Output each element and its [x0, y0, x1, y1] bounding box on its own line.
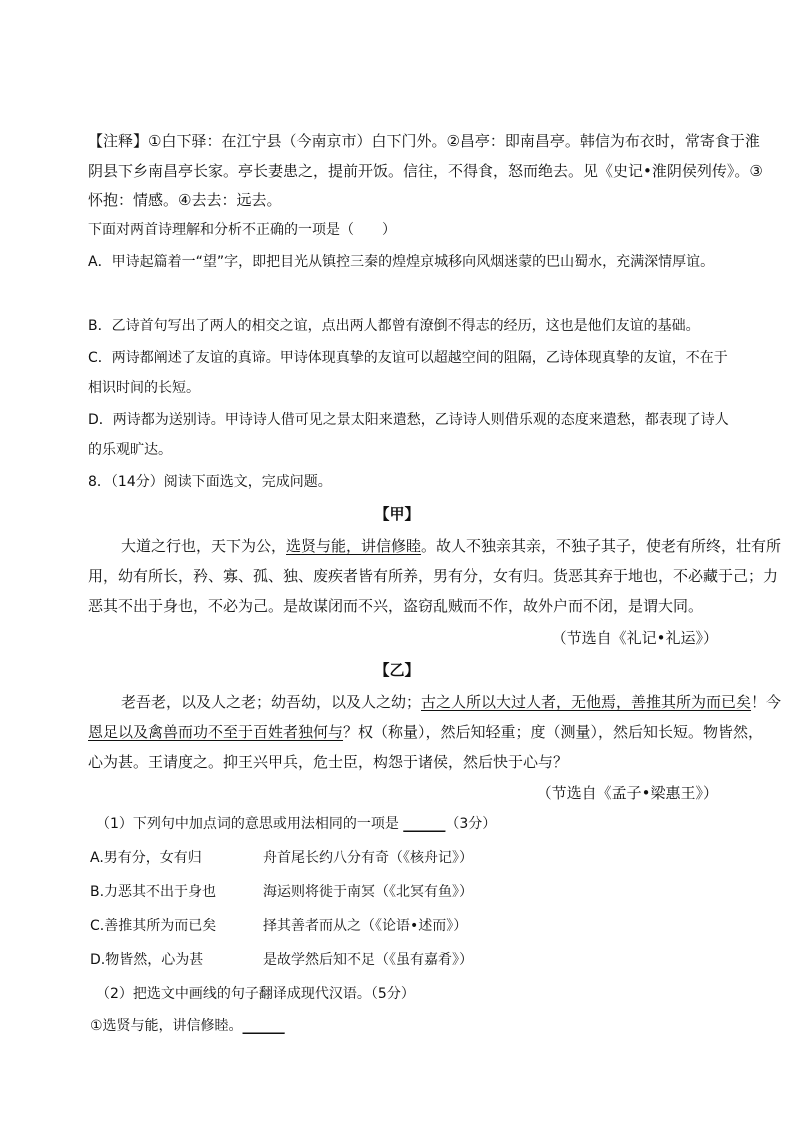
- option-d-left: D.物皆然，心为甚: [90, 952, 204, 968]
- q8-stem: 8．（14分）阅读下面选文，完成问题。: [88, 474, 332, 490]
- sub2-item-1-text: ①选贤与能，讲信修睦。: [90, 1018, 243, 1034]
- jia-underlined-sentence: 选贤与能，讲信修睦: [286, 537, 422, 555]
- option-a-left: A.男有分，女有归: [90, 850, 202, 866]
- q7-option-c-line1: C．两诗都阐述了友谊的真谛。甲诗体现真挚的友谊可以超越空间的阻隔，乙诗体现真挚的友谊，不在于: [88, 350, 728, 366]
- jia-line-1-a: 大道之行也，天下为公，: [121, 537, 287, 555]
- q7-option-a: A．甲诗起篇着一“望”字，即把目光从镇控三秦的煌煌京城移向风烟迷蒙的巴山蜀水，充满深情厚谊。: [88, 254, 715, 270]
- yi-line-2: [88, 722, 763, 742]
- yi-title: 【乙】: [374, 661, 420, 679]
- sub2-item-1: [90, 1016, 285, 1036]
- option-c-right: 择其善者而从之（《论语•述而》）: [263, 918, 468, 934]
- yi-line-1: [121, 692, 781, 712]
- sub2-answer-blank[interactable]: ______: [242, 1018, 285, 1034]
- jia-line-3: 恶其不出于身也，不必为己。是故谋闭而不兴，盗窃乱贼而不作，故外户而不闭，是谓大同。: [88, 597, 704, 615]
- jia-line-1-b: 。故人不独亲其亲，不独子其子，使老有所终，壮有所: [421, 537, 782, 555]
- sub2-stem: （2）把选文中画线的句子翻译成现代汉语。（5分）: [96, 986, 415, 1002]
- note-line-3: 怀抱：情感。④去去：远去。: [88, 191, 282, 209]
- yi-underlined-sentence: 古之人所以大过人者，无他焉，善推其所为而已矣: [421, 693, 752, 711]
- q7-option-d-line2: 的乐观旷达。: [88, 442, 172, 458]
- note-line-1: 【注释】①白下驿：在江宁县（今南京市）白下门外。②昌亭：即南昌亭。韩信为布衣时，常寄食于淮: [88, 132, 760, 150]
- yi-underlined-sentence-2: 恩足以及禽兽而功不至于百姓者独何与: [88, 723, 344, 741]
- q7-stem: 下面对两首诗理解和分析不正确的一项是（ ）: [88, 222, 396, 238]
- option-d-right: 是故学然后知不足（《虽有嘉肴》）: [263, 952, 473, 968]
- option-a-right: 舟首尾长约八分有奇（《核舟记》）: [263, 850, 473, 866]
- jia-line-2: 用，幼有所长，矜、寡、孤、独、废疾者皆有所养，男有分，女有归。货恶其弃于地也，不必藏于己；力: [88, 567, 779, 585]
- sub1-answer-blank[interactable]: ______: [403, 816, 446, 832]
- q7-option-b: B．乙诗首句写出了两人的相交之谊，点出两人都曾有潦倒不得志的经历，这也是他们友谊的基础。: [88, 318, 700, 334]
- sub1-stem-text: （1）下列句中加点词的意思或用法相同的一项是: [96, 816, 399, 832]
- yi-source: （节选自《孟子•梁惠王》）: [536, 784, 718, 802]
- option-c-left: C.善推其所为而已矣: [90, 918, 217, 934]
- yi-line-1-a: 老吾老，以及人之老；幼吾幼，以及人之幼；: [121, 693, 422, 711]
- q7-option-d-line1: D．两诗都为送别诗。甲诗诗人借可见之景太阳来遣愁，乙诗诗人则借乐观的态度来遣愁，都表现了诗人: [88, 412, 729, 428]
- q7-option-c-line2: 相识时间的长短。: [88, 380, 200, 396]
- yi-line-1-b: ！今: [751, 693, 782, 711]
- jia-line-1: [121, 536, 781, 556]
- jia-title: 【甲】: [374, 505, 420, 523]
- jia-source: （节选自《礼记•礼运》）: [551, 629, 718, 647]
- sub1-score: （3分）: [445, 816, 497, 832]
- option-b-right: 海运则将徙于南冥（《北冥有鱼》）: [263, 884, 473, 900]
- option-b-left: B.力恶其不出于身也: [90, 884, 217, 900]
- yi-line-3: 心为甚。王请度之。抑王兴甲兵，危士臣，构怨于诸侯，然后快于心与？: [88, 753, 569, 771]
- note-line-2: 阴县下乡南昌亭长家。亭长妻患之，提前开饭。信往，不得食，怒而绝去。见《史记•淮阴侯列传》。③: [88, 162, 763, 180]
- sub1-stem: [96, 814, 496, 834]
- yi-line-2-b: ？权（称量），然后知轻重；度（测量），然后知长短。物皆然，: [343, 723, 764, 741]
